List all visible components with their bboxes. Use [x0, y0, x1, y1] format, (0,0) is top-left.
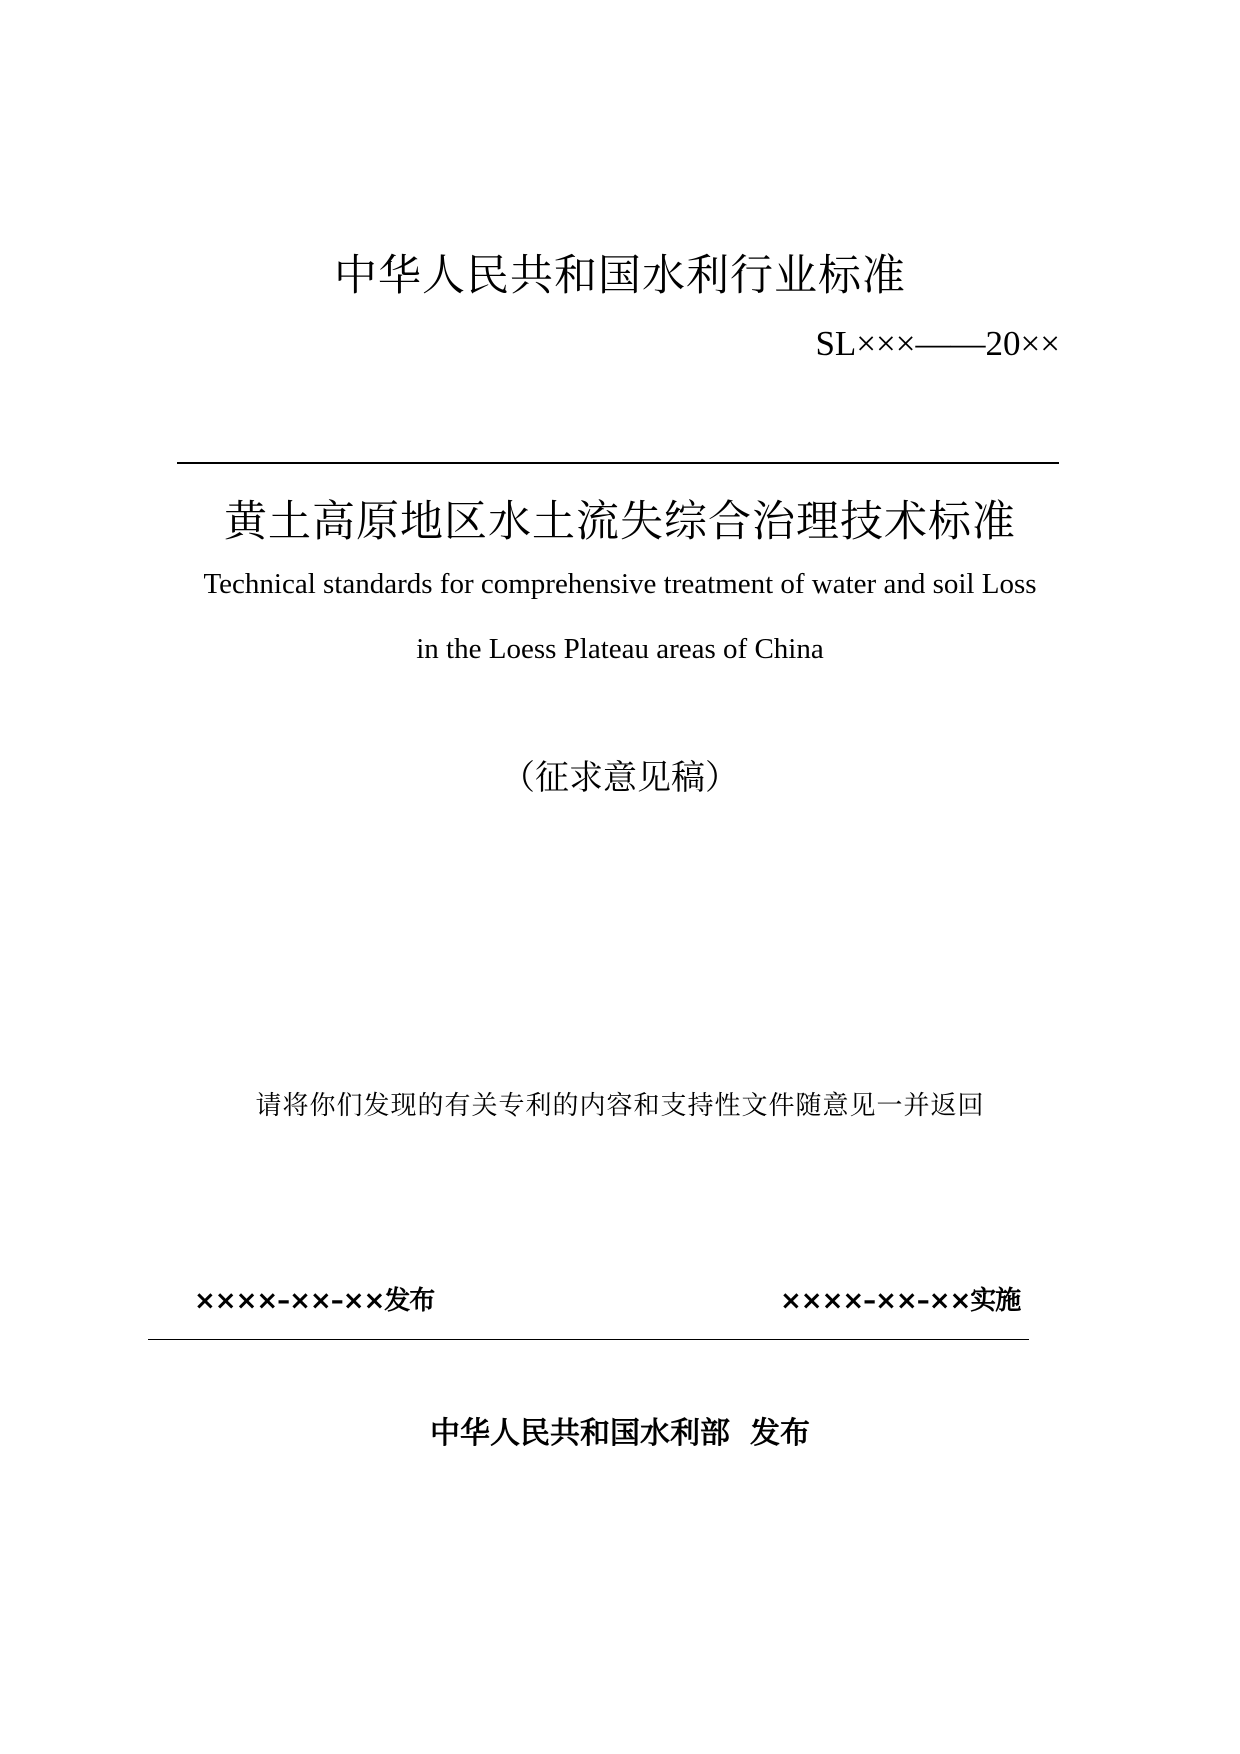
document-title-chinese: 黄土高原地区水土流失综合治理技术标准 — [224, 497, 1016, 547]
draft-status-label: （征求意见稿） — [501, 758, 739, 798]
issuer-action: 发布 — [750, 1416, 810, 1451]
patent-notice: 请将你们发现的有关专利的内容和支持性文件随意见一并返回 — [255, 1091, 985, 1121]
document-title-english-line2: in the Loess Plateau areas of China — [416, 633, 824, 665]
industry-standard-title: 中华人民共和国水利行业标准 — [334, 251, 906, 301]
bottom-divider — [148, 1339, 1029, 1340]
issuer-line — [0, 1414, 1240, 1454]
top-divider — [177, 462, 1059, 464]
issuer-name: 中华人民共和国水利部 — [430, 1416, 730, 1451]
document-title-english-line1: Technical standards for comprehensive treatment of water and soil Loss — [203, 568, 1037, 600]
release-date: ××××–××–××发布 — [194, 1286, 435, 1316]
effective-date: ××××–××–××实施 — [780, 1286, 1021, 1316]
standard-code: SL×××——20×× — [815, 324, 1060, 363]
